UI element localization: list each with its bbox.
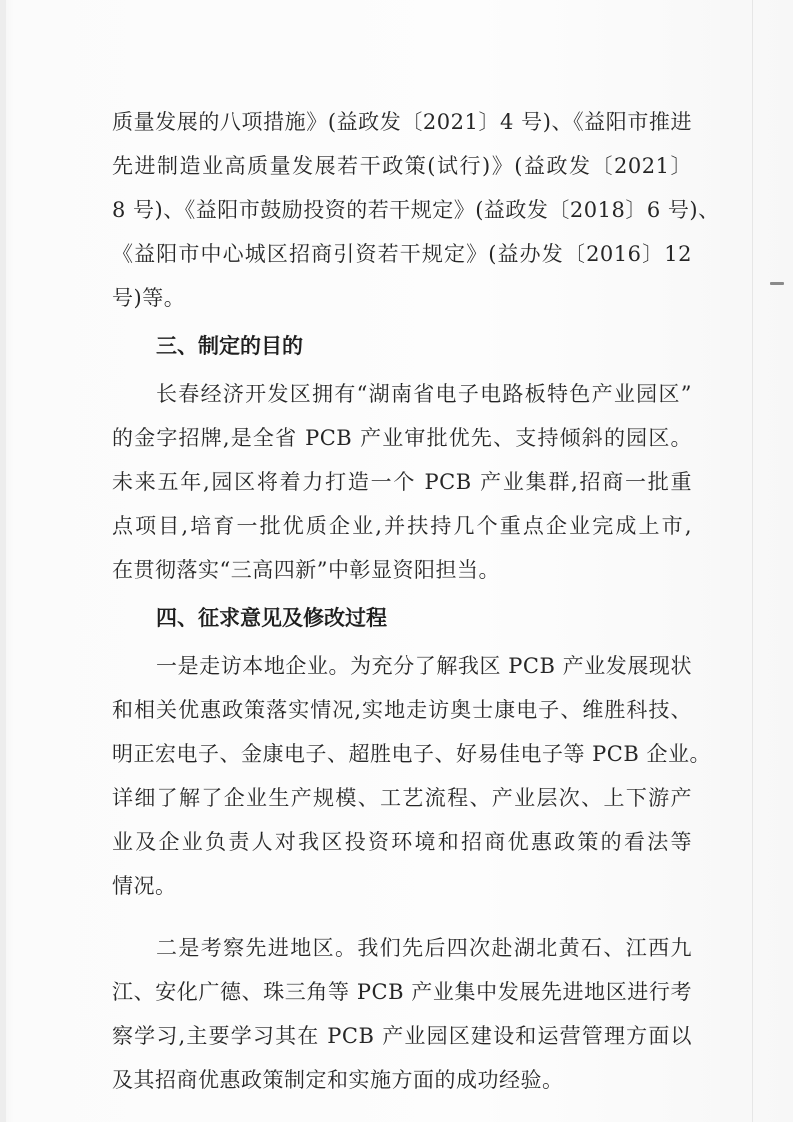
text-line: 8 号)、《益阳市鼓励投资的若干规定》(益政发〔2018〕6 号)、 [112,198,720,222]
paragraph-policies [112,100,720,320]
document-body [112,100,720,1102]
text-line: 未来五年,园区将着力打造一个 PCB 产业集群,招商一批重 [112,470,692,494]
text-line: 明正宏电子、金康电子、超胜电子、好易佳电子等 PCB 企业。 [112,742,711,766]
text-line: 先进制造业高质量发展若干政策(试行)》(益政发〔2021〕 [112,154,692,178]
paragraph-visit-enterprises [112,644,711,908]
text-line: 在贯彻落实“三高四新”中彰显资阳担当。 [112,558,500,582]
text-line: 业及企业负责人对我区投资环境和招商优惠政策的看法等 [112,830,692,854]
text-line: 和相关优惠政策落实情况,实地走访奥士康电子、维胜科技、 [112,698,692,722]
text-line: 长春经济开发区拥有“湖南省电子电路板特色产业园区” [156,382,692,406]
text-line: 质量发展的八项措施》(益政发〔2021〕4 号)、《益阳市推进 [112,110,692,134]
text-line: 二是考察先进地区。我们先后四次赴湖北黄石、江西九 [156,936,692,960]
scan-edge-shade [0,0,6,1122]
text-line: 点项目,培育一批优质企业,并扶持几个重点企业完成上市, [112,514,692,538]
text-line: 察学习,主要学习其在 PCB 产业园区建设和运营管理方面以 [112,1024,692,1048]
text-line: 情况。 [112,874,177,898]
text-line: 江、安化广德、珠三角等 PCB 产业集中发展先进地区进行考 [112,980,692,1004]
text-line: 一是走访本地企业。为充分了解我区 PCB 产业发展现状 [156,654,692,678]
text-line: 号)等。 [112,286,186,310]
scan-fold-line [752,0,753,1122]
paragraph-study-regions [112,926,692,1102]
paragraph-purpose [112,372,692,592]
text-line: 及其招商优惠政策制定和实施方面的成功经验。 [112,1068,564,1092]
section-heading-purpose: 三、制定的目的 [156,334,303,358]
text-line: 详细了解了企业生产规模、工艺流程、产业层次、上下游产 [112,786,692,810]
text-line: 《益阳市中心城区招商引资若干规定》(益办发〔2016〕12 [112,242,692,266]
text-line: 的金字招牌,是全省 PCB 产业审批优先、支持倾斜的园区。 [112,426,692,450]
scan-mark [770,282,784,285]
section-heading-consultation: 四、征求意见及修改过程 [156,606,387,630]
